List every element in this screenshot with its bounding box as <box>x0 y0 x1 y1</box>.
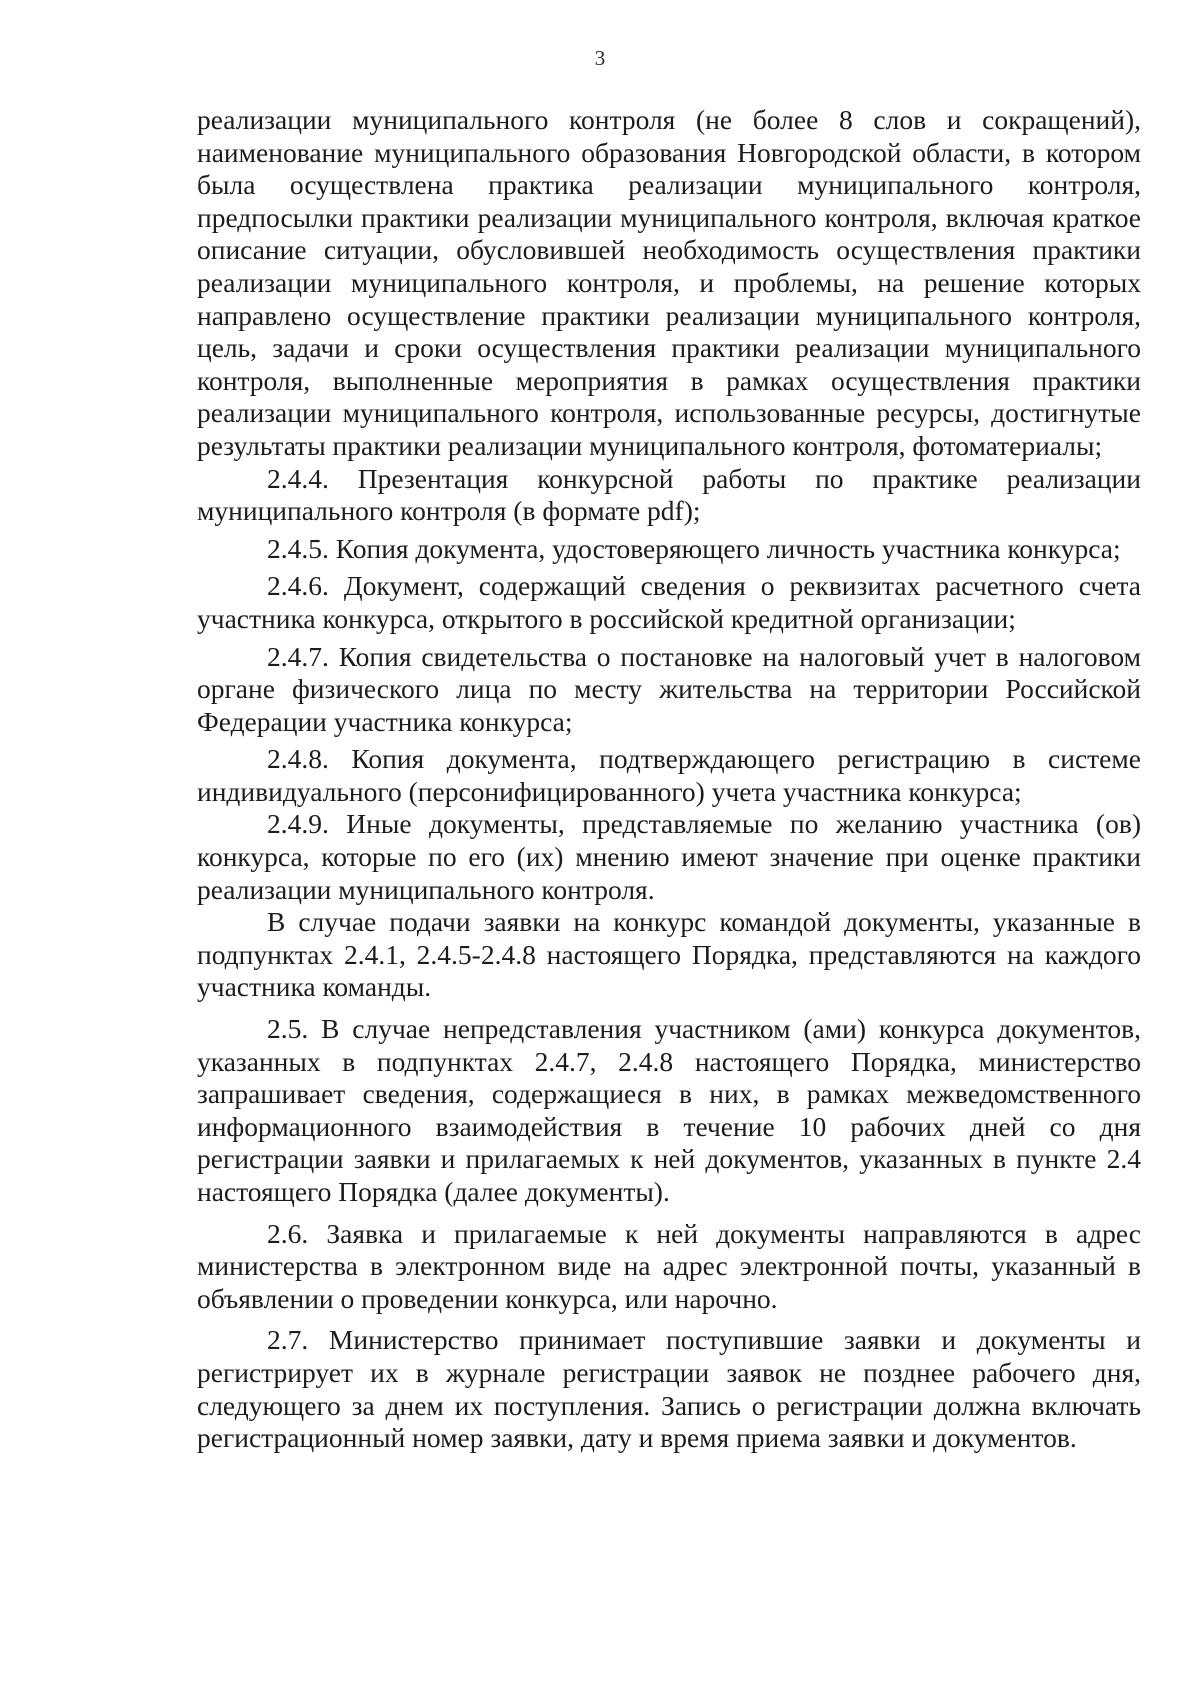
paragraph-2-4-6: 2.4.6. Документ, содержащий сведения о реквизитах расчетного счета участника конкурса, открытого в российской кредитной организации; <box>197 570 1141 634</box>
paragraph-2-5: 2.5. В случае непредставления участником (ами) конкурса документов, указанных в подпунктах 2.4.7, 2.4.8 настоящего Порядка, министерство запрашивает сведения, содержащиеся в них, в рамках межведомственного информационного взаимодействия в течение 10 рабочих дней со дня регистрации заявки и прилагаемых к ней документов, указанных в пункте 2.4 настоящего Порядка (далее документы). <box>197 1013 1141 1207</box>
paragraph-continuation: реализации муниципального контроля (не более 8 слов и сокращений), наименование муниципального образования Новгородской области, в котором была осуществлена практика реализации муниципального контроля, предпосылки практики реализации муниципального контроля, включая краткое описание ситуации, обусловившей необходимость осуществления практики реализации муниципального контроля, и проблемы, на решение которых направлено осуществление практики реализации муниципального контроля, цель, задачи и сроки осуществления практики реализации муниципального контроля, выполненные мероприятия в рамках осуществления практики реализации муниципального контроля, использованные ресурсы, достигнутые результаты практики реализации муниципального контроля, фотоматериалы; <box>197 104 1141 461</box>
paragraph-2-7: 2.7. Министерство принимает поступившие заявки и документы и регистрирует их в журнале регистрации заявок не позднее рабочего дня, следующего за днем их поступления. Запись о регистрации должна включать регистрационный номер заявки, дату и время приема заявки и документов. <box>197 1324 1141 1454</box>
paragraph-2-4-9: 2.4.9. Иные документы, представляемые по желанию участника (ов) конкурса, которые по его (их) мнению имеют значение при оценке практики реализации муниципального контроля. <box>197 808 1141 905</box>
document-body <box>197 104 1141 1455</box>
paragraph-2-4-8: 2.4.8. Копия документа, подтверждающего регистрацию в системе индивидуального (персонифицированного) учета участника конкурса; <box>197 743 1141 807</box>
paragraph-2-4-5: 2.4.5. Копия документа, удостоверяющего личность участника конкурса; <box>267 532 1121 564</box>
paragraph-2-4-4: 2.4.4. Презентация конкурсной работы по практике реализации муниципального контроля (в формате pdf); <box>197 462 1141 527</box>
paragraph-2-6: 2.6. Заявка и прилагаемые к ней документы направляются в адрес министерства в электронном виде на адрес электронной почты, указанный в объявлении о проведении конкурса, или нарочно. <box>197 1217 1141 1314</box>
paragraph-team-application: В случае подачи заявки на конкурс командой документы, указанные в подпунктах 2.4.1, 2.4.5-2.4.8 настоящего Порядка, представляются на каждого участника команды. <box>197 906 1141 1003</box>
page-number: 3 <box>594 46 606 70</box>
paragraph-2-4-7: 2.4.7. Копия свидетельства о постановке на налоговый учет в налоговом органе физического лица по месту жительства на территории Российской Федерации участника конкурса; <box>197 640 1141 737</box>
